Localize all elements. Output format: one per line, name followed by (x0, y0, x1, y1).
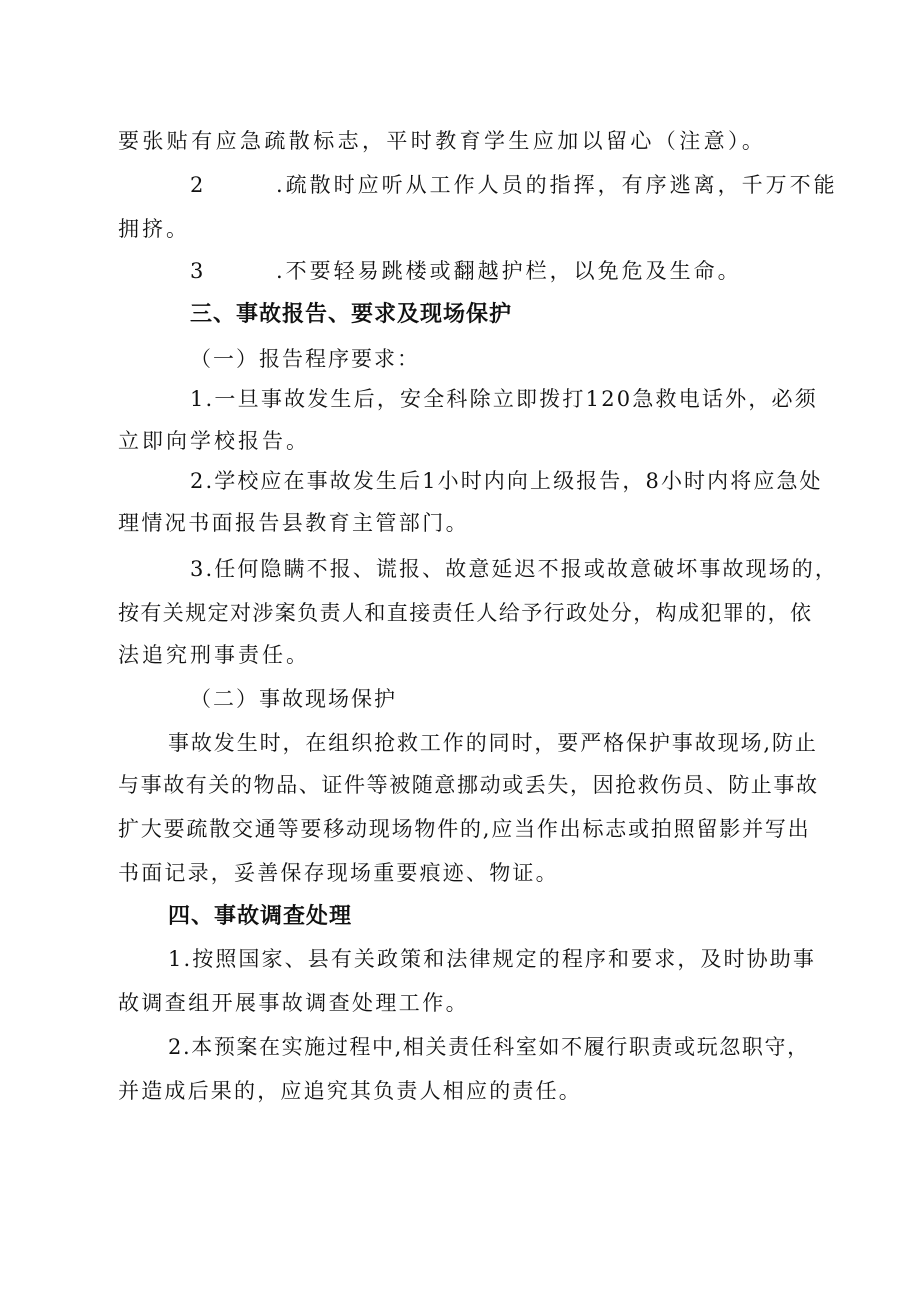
paragraph-line: 并造成后果的，应追究其负责人相应的责任。 (118, 1079, 582, 1103)
paragraph-line: 2.本预案在实施过程中,相关责任科室如不履行职责或玩忽职守， (168, 1035, 810, 1059)
paragraph-line: 2.学校应在事故发生后1小时内向上级报告，8小时内将应急处 (190, 469, 823, 493)
paragraph-line: 事故发生时，在组织抢救工作的同时，要严格保护事故现场,防止 (168, 731, 818, 755)
list-item-3 (190, 256, 742, 286)
paragraph-line: 书面记录，妥善保存现场重要痕迹、物证。 (118, 861, 559, 885)
subsection-heading-1: （一）报告程序要求： (190, 347, 420, 371)
subsection-heading-2: （二）事故现场保护 (190, 687, 397, 711)
paragraph-line: 立即向学校报告。 (118, 429, 310, 453)
list-item-2 (190, 170, 838, 200)
paragraph-line: 1.一旦事故发生后，安全科除立即拨打120急救电话外，必须 (190, 387, 818, 411)
paragraph-line: 与事故有关的物品、证件等被随意挪动或丢失，因抢救伤员、防止事故 (118, 773, 819, 797)
paragraph-line: 法追究刑事责任。 (118, 643, 310, 667)
section-heading-3: 三、事故报告、要求及现场保护 (190, 302, 513, 327)
paragraph-line: 故调查组开展事故调查处理工作。 (118, 991, 469, 1015)
list-number: 3 (190, 259, 204, 283)
paragraph-line: 3.任何隐瞒不报、谎报、故意延迟不报或故意破坏事故现场的， (190, 557, 838, 581)
list-text: .不要轻易跳楼或翻越护栏，以免危及生命。 (276, 259, 742, 283)
list-number: 2 (190, 173, 204, 197)
paragraph-line: 1.按照国家、县有关政策和法律规定的程序和要求，及时协助事 (168, 947, 816, 971)
paragraph-line: 扩大要疏散交通等要移动现场物件的,应当作出标志或拍照留影并写出 (118, 817, 811, 841)
paragraph-line: 要张贴有应急疏散标志，平时教育学生应加以留心（注意）。 (118, 129, 767, 153)
paragraph-line: 按有关规定对涉案负责人和直接责任人给予行政处分，构成犯罪的，依 (118, 601, 813, 625)
list-text: .疏散时应听从工作人员的指挥，有序逃离，千万不能 (276, 173, 838, 197)
section-heading-4: 四、事故调查处理 (168, 904, 353, 929)
paragraph-line: 理情况书面报告县教育主管部门。 (118, 511, 469, 535)
paragraph-line: 拥挤。 (118, 217, 190, 241)
